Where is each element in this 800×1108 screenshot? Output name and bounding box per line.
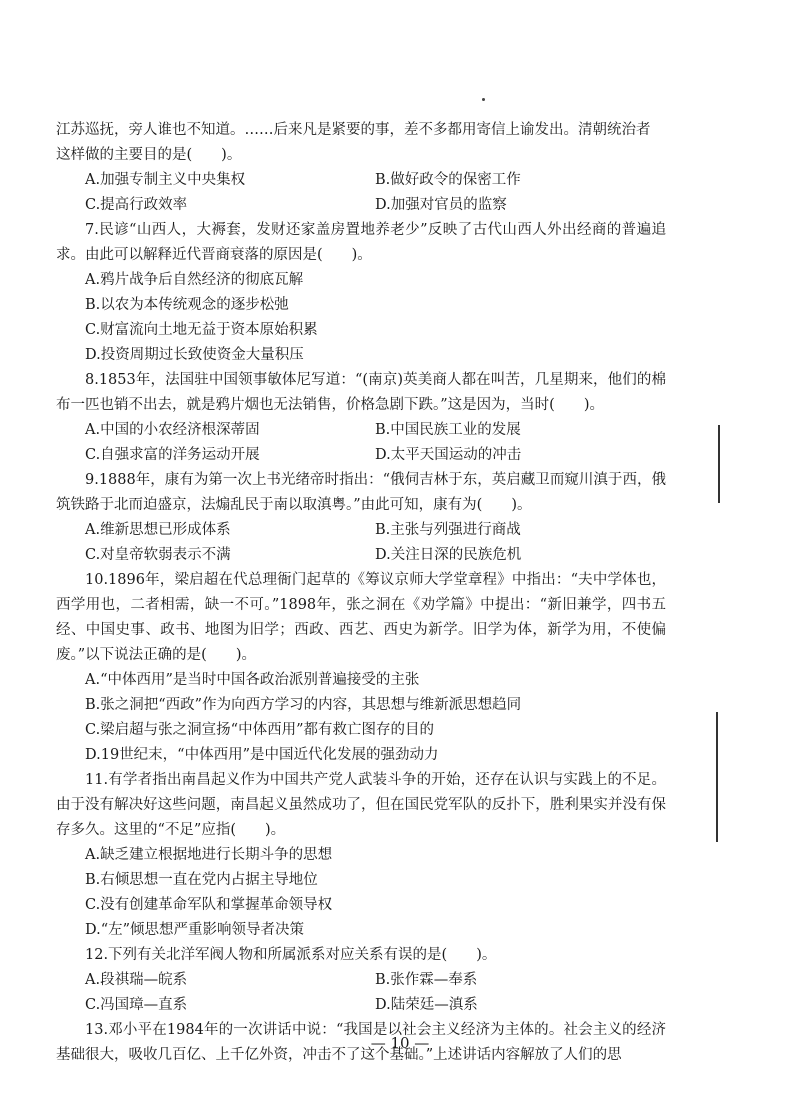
question-9-option-c: C.对皇帝软弱表示不满 [85,547,231,563]
question-12-option-c: C.冯国璋—直系 [85,997,188,1013]
intro-options-row-1 [56,168,666,193]
scan-margin-mark-lower [716,712,718,842]
question-12-option-d: D.陆荣廷—滇系 [375,997,478,1013]
question-11-stem: 11.有学者指出南昌起义作为中国共产党人武装斗争的开始，还存在认识与实践上的不足。由于没有解决好这些问题，南昌起义虽然成功了，但在国民党军队的反扑下，胜利果实并没有保存多久。这里的“不足”应指( )。 [56,772,666,838]
question-12-options-row-2 [56,993,666,1018]
question-11-option-d: D.“左”倾思想严重影响领导者决策 [85,922,305,938]
intro-line-2: 这样做的主要目的是( )。 [56,147,242,163]
intro-line-1: 江苏巡抚，旁人谁也不知道。……后来凡是紧要的事，差不多都用寄信上谕发出。清朝统治者 [56,122,651,138]
question-11-option-a: A.缺乏建立根据地进行长期斗争的思想 [85,847,333,863]
intro-option-d: D.加强对官员的监察 [375,197,507,213]
question-10-option-b: B.张之洞把“西政”作为向西方学习的内容，其思想与维新派思想趋同 [85,697,522,713]
scan-margin-mark-upper [718,425,720,503]
question-page [56,118,666,1068]
question-12-option-a: A.段祺瑞—皖系 [85,972,188,988]
question-10-option-a: A.“中体西用”是当时中国各政治派别普遍接受的主张 [85,672,420,688]
question-8-option-b: B.中国民族工业的发展 [375,422,521,438]
intro-option-b: B.做好政令的保密工作 [375,172,521,188]
question-7-option-c: C.财富流向土地无益于资本原始积累 [85,322,318,338]
intro-options-row-2 [56,193,666,218]
intro-option-c: C.提高行政效率 [85,197,188,213]
intro-option-a: A.加强专制主义中央集权 [85,172,246,188]
question-10-option-d: D.19世纪末，“中体西用”是中国近代化发展的强劲动力 [85,747,439,763]
scan-speck [482,98,485,101]
question-8-option-a: A.中国的小农经济根深蒂固 [85,422,260,438]
question-7-stem: 7.民谚“山西人，大褥套，发财还家盖房置地养老少”反映了古代山西人外出经商的普遍追求。由此可以解释近代晋商衰落的原因是( )。 [56,222,666,263]
question-10-option-c: C.梁启超与张之洞宣扬“中体西用”都有救亡图存的目的 [85,722,435,738]
question-12-options-row-1 [56,968,666,993]
page-number: — 10 — [370,1034,430,1052]
question-7-option-d: D.投资周期过长致使资金大量积压 [85,347,304,363]
question-13-stem: 13.邓小平在1984年的一次讲话中说：“我国是以社会主义经济为主体的。社会主义的经济基础很大，吸收几百亿、上千亿外资，冲击不了这个基础。”上述讲话内容解放了人们的思 [56,1022,666,1063]
question-9-option-d: D.关注日深的民族危机 [375,547,522,563]
question-11-option-b: B.右倾思想一直在党内占据主导地位 [85,872,318,888]
question-8-options-row-1 [56,418,666,443]
question-9-options-row-2 [56,543,666,568]
question-8-options-row-2 [56,443,666,468]
question-10-stem: 10.1896年，梁启超在代总理衙门起草的《筹议京师大学堂章程》中指出：“夫中学体也，西学用也，二者相需，缺一不可。”1898年，张之洞在《劝学篇》中提出：“新旧兼学，四书五经、中国史事、政书、地图为旧学；西政、西艺、西史为新学。旧学为体，新学为用，不使偏废。”以下说法正确的是( )。 [56,572,666,663]
question-8-option-c: C.自强求富的洋务运动开展 [85,447,260,463]
question-12-stem: 12.下列有关北洋军阀人物和所属派系对应关系有误的是( )。 [85,947,497,963]
question-8-option-d: D.太平天国运动的冲击 [375,447,522,463]
question-9-stem: 9.1888年，康有为第一次上书光绪帝时指出：“俄伺吉林于东，英启藏卫而窥川滇于西，俄筑铁路于北而迫盛京，法煽乱民于南以取滇粤。”由此可知，康有为( )。 [56,472,666,513]
question-9-option-b: B.主张与列强进行商战 [375,522,521,538]
question-8-stem: 8.1853年，法国驻中国领事敏体尼写道：“(南京)英美商人都在叫苦，几星期来，他们的棉布一匹也销不出去，就是鸦片烟也无法销售，价格急剧下跌。”这是因为，当时( )。 [56,372,666,413]
question-7-option-a: A.鸦片战争后自然经济的彻底瓦解 [85,272,304,288]
question-11-option-c: C.没有创建革命军队和掌握革命领导权 [85,897,333,913]
question-12-option-b: B.张作霖—奉系 [375,972,478,988]
question-7-option-b: B.以农为本传统观念的逐步松弛 [85,297,289,313]
question-9-options-row-1 [56,518,666,543]
question-9-option-a: A.维新思想已形成体系 [85,522,231,538]
